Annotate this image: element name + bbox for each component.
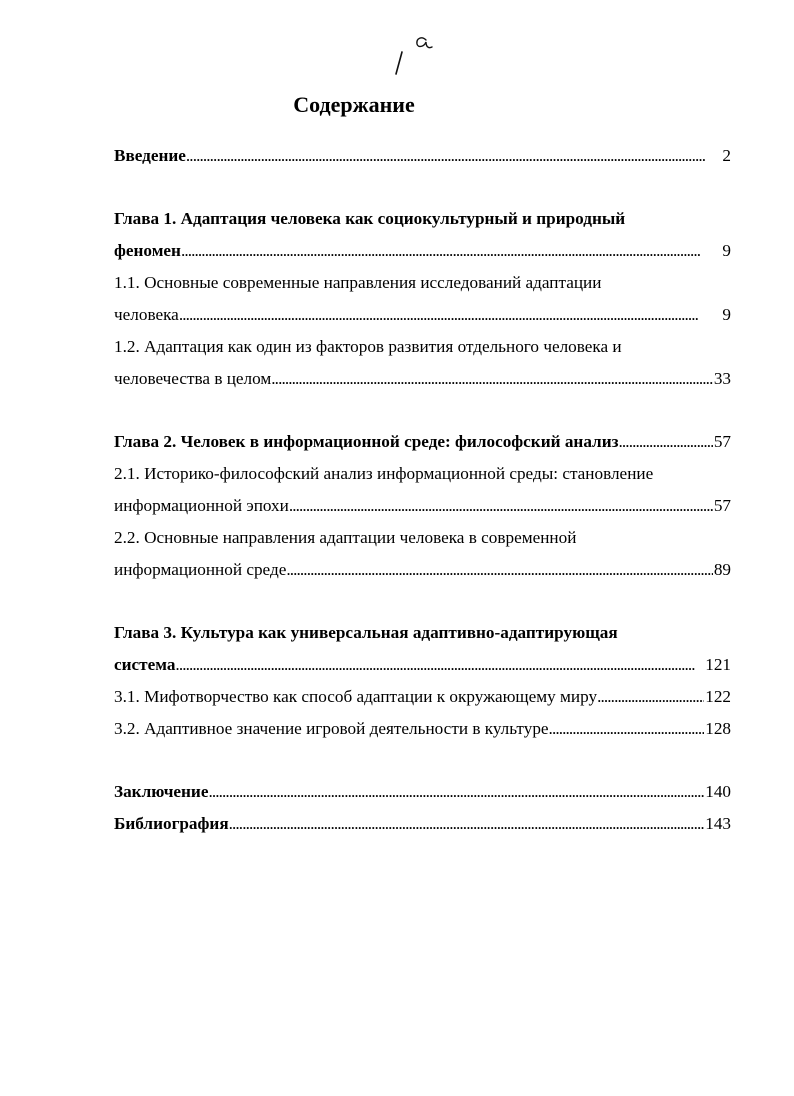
toc-entry-title: феномен bbox=[114, 241, 181, 260]
handwritten-page-mark bbox=[388, 30, 448, 80]
toc-entry-chapter-1 bbox=[114, 235, 731, 267]
toc-entry-title: 3.1. Мифотворчество как способ адаптации к окружающему миру bbox=[114, 687, 598, 706]
toc-page-number: 2 bbox=[722, 146, 731, 165]
toc-entry-title: Библиография bbox=[114, 814, 229, 833]
toc-page-number: 122 bbox=[705, 687, 731, 706]
toc-section-2-2-line1: 2.2. Основные направления адаптации человека в современной bbox=[114, 528, 577, 547]
leader-dots bbox=[289, 490, 713, 522]
leader-dots bbox=[208, 776, 704, 808]
toc-entry-title: 3.2. Адаптивное значение игровой деятельности в культуре bbox=[114, 719, 549, 738]
leader-dots bbox=[179, 299, 722, 331]
toc-entry-title: информационной эпохи bbox=[114, 496, 289, 515]
toc-page-number: 128 bbox=[705, 719, 731, 738]
toc-entry-conclusion bbox=[114, 776, 731, 808]
toc-entry-chapter-2 bbox=[114, 426, 731, 458]
toc-entry-chapter-3 bbox=[114, 649, 731, 681]
toc-entry-section-2-2 bbox=[114, 554, 731, 586]
toc-page-number: 57 bbox=[713, 432, 731, 451]
toc-chapter-3-line1: Глава 3. Культура как универсальная адаптивно-адаптирующая bbox=[114, 623, 618, 642]
toc-entry-bibliography bbox=[114, 808, 731, 840]
toc-page-number: 143 bbox=[705, 814, 731, 833]
toc-page-number: 33 bbox=[713, 369, 731, 388]
leader-dots bbox=[619, 426, 713, 458]
leader-dots bbox=[175, 649, 704, 681]
toc-page-number: 57 bbox=[713, 496, 731, 515]
toc-section-2-1-line1: 2.1. Историко-философский анализ информационной среды: становление bbox=[114, 464, 654, 483]
toc-page-number: 89 bbox=[713, 560, 731, 579]
leader-dots bbox=[549, 713, 705, 745]
toc-entry-section-3-2 bbox=[114, 713, 731, 745]
leader-dots bbox=[181, 235, 721, 267]
toc-entry-section-2-1 bbox=[114, 490, 731, 522]
leader-dots bbox=[286, 554, 712, 586]
toc-entry-section-3-1 bbox=[114, 681, 731, 713]
toc-page-number: 9 bbox=[722, 305, 731, 324]
toc-entry-title: Введение bbox=[114, 146, 186, 165]
leader-dots bbox=[229, 808, 705, 840]
toc-section-1-1-line1: 1.1. Основные современные направления исследований адаптации bbox=[114, 273, 602, 292]
toc-chapter-1-line1: Глава 1. Адаптация человека как социокультурный и природный bbox=[114, 209, 626, 228]
toc-entry-title: Заключение bbox=[114, 782, 209, 801]
toc-entry-section-1-2 bbox=[114, 363, 731, 395]
leader-dots bbox=[186, 140, 722, 172]
toc-entry-title: Глава 2. Человек в информационной среде: философский анализ bbox=[114, 432, 619, 451]
leader-dots bbox=[597, 681, 704, 713]
toc-page-number: 121 bbox=[705, 655, 731, 674]
leader-dots bbox=[271, 363, 713, 395]
toc-entry-section-1-1 bbox=[114, 299, 731, 331]
toc-entry-title: информационной среде bbox=[114, 560, 287, 579]
page-title: Содержание bbox=[293, 92, 415, 117]
table-of-contents bbox=[114, 140, 731, 840]
toc-entry-title: человечества в целом bbox=[114, 369, 272, 388]
toc-section-1-2-line1: 1.2. Адаптация как один из факторов развития отдельного человека и bbox=[114, 337, 622, 356]
toc-page-number: 140 bbox=[705, 782, 731, 801]
toc-entry-intro bbox=[114, 140, 731, 172]
toc-page-number: 9 bbox=[722, 241, 731, 260]
toc-entry-title: система bbox=[114, 655, 176, 674]
toc-entry-title: человека bbox=[114, 305, 179, 324]
